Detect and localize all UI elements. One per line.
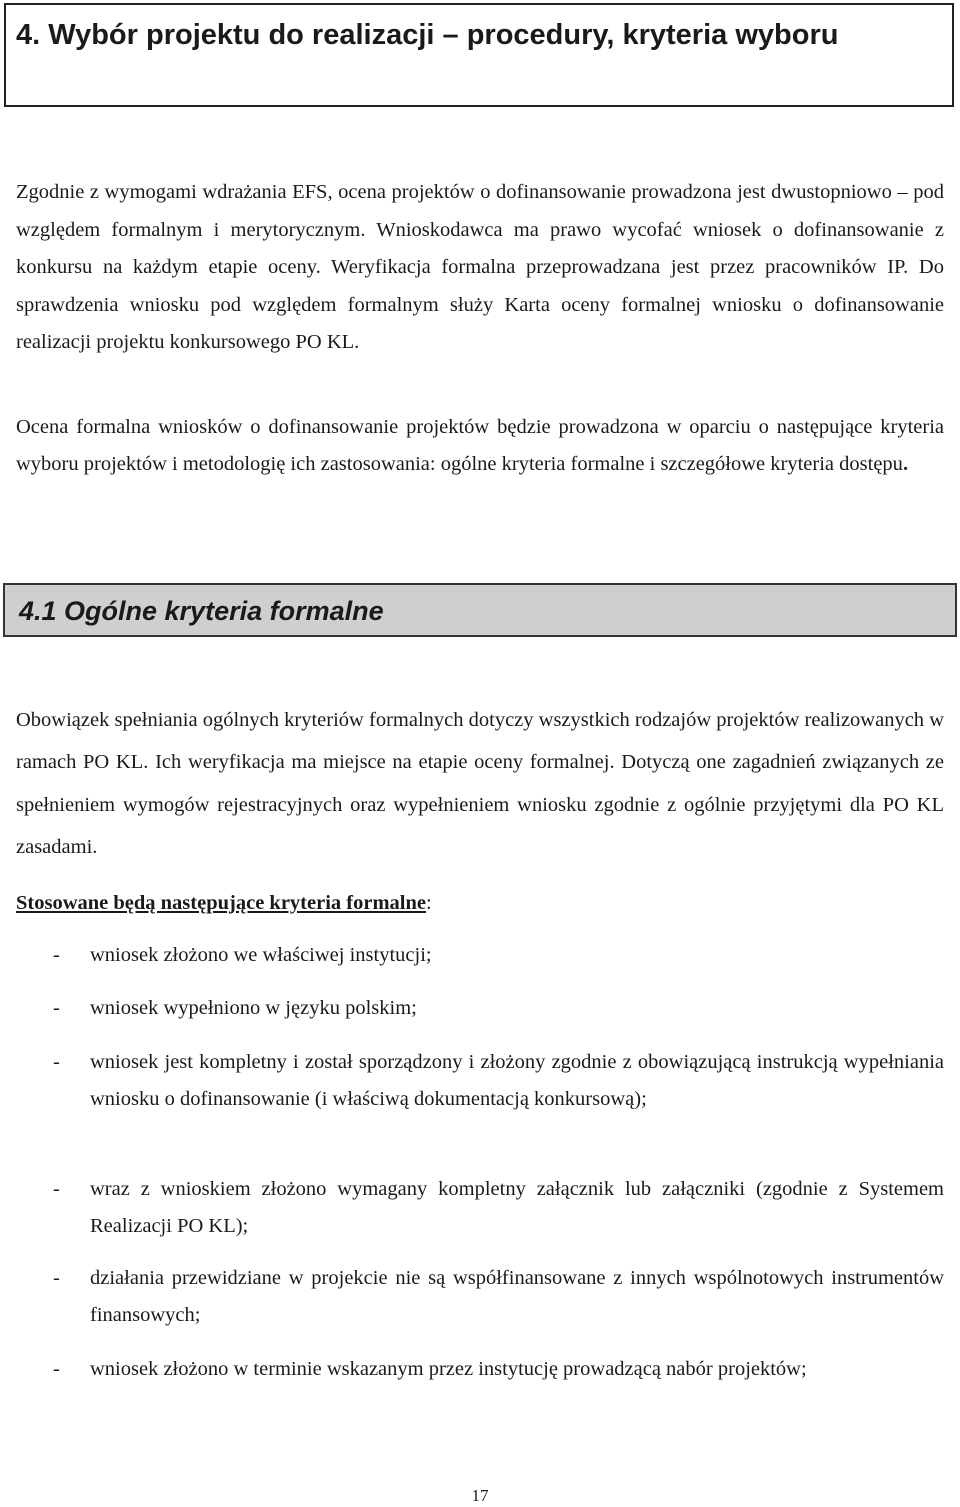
list-dash: - <box>53 944 60 966</box>
list-dash: - <box>53 1267 60 1289</box>
intro-paragraph: Zgodnie z wymogami wdrażania EFS, ocena projektów o dofinansowanie prowadzona jest dwustopniowo – pod względem formalnym i merytorycznym. Wnioskodawca ma prawo wycofać wniosek o dofinansowanie z konkursu na każdym etapie oceny. Weryfikacja formalna przeprowadzana jest przez pracowników IP. Do sprawdzenia wniosku pod względem formalnym służy Karta oceny formalnej wniosku o dofinansowanie realizacji projektu konkursowego PO KL. <box>16 181 944 353</box>
list-dash: - <box>53 1358 60 1380</box>
page-number: 17 <box>471 1486 489 1505</box>
list-item-text: wniosek złożono we właściwej instytucji; <box>90 944 432 966</box>
list-item-text: wniosek złożono w terminie wskazanym przez instytucję prowadzącą nabór projektów; <box>90 1358 807 1380</box>
criteria-list-title <box>16 886 432 920</box>
general-criteria-paragraph: Obowiązek spełniania ogólnych kryteriów formalnych dotyczy wszystkich rodzajów projektów realizowanych w ramach PO KL. Ich weryfikacja ma miejsce na etapie oceny formalnej. Dotyczą one zagadnień związanych ze spełnieniem wymogów rejestracyjnych oraz wypełnieniem wniosku zgodnie z ogólnie przyjętymi dla PO KL zasadami. <box>16 709 944 858</box>
chapter-heading: 4. Wybór projektu do realizacji – procedury, kryteria wyboru <box>4 3 954 107</box>
list-dash: - <box>53 997 60 1019</box>
list-dash: - <box>53 1051 60 1073</box>
list-item-text: wniosek jest kompletny i został sporządzony i złożony zgodnie z obowiązującą instrukcją wypełniania wniosku o dofinansowanie (i właściwą dokumentacją konkursową); <box>90 1051 944 1110</box>
list-item-text: działania przewidziane w projekcie nie są współfinansowane z innych wspólnotowych instrumentów finansowych; <box>90 1267 944 1326</box>
assessment-end: . <box>902 452 909 475</box>
criteria-title-text: Stosowane będą następujące kryteria formalne <box>16 892 426 914</box>
section-heading: 4.1 Ogólne kryteria formalne <box>3 583 957 637</box>
criteria-title-colon: : <box>425 892 432 914</box>
assessment-paragraph <box>16 409 944 482</box>
assessment-text: Ocena formalna wniosków o dofinansowanie projektów będzie prowadzona w oparciu o następujące kryteria wyboru projektów i metodologię ich zastosowania: ogólne kryteria formalne i szczegółowe kryteria dostępu <box>16 416 944 475</box>
list-dash: - <box>53 1178 60 1200</box>
list-item-text: wraz z wnioskiem złożono wymagany kompletny załącznik lub załączniki (zgodnie z Systemem Realizacji PO KL); <box>90 1178 944 1237</box>
list-item-text: wniosek wypełniono w języku polskim; <box>90 997 417 1019</box>
